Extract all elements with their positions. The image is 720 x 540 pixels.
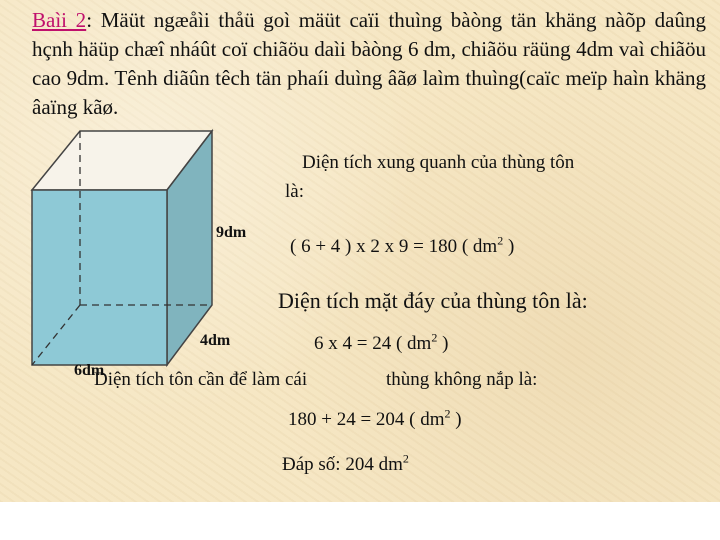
height-label: 9dm <box>216 224 247 241</box>
unit-exponent: 2 <box>402 451 409 466</box>
exercise-label: Baìi 2 <box>32 8 87 32</box>
close-paren: ) <box>450 409 462 430</box>
unit-exponent: 2 <box>497 233 504 248</box>
unit-exponent: 2 <box>431 330 438 345</box>
close-paren: ) <box>503 236 515 257</box>
lateral-heading-line2: là: <box>285 181 304 202</box>
base-calc-text: 6 x 4 = 24 ( dm <box>314 333 432 354</box>
box-front-face <box>32 190 167 365</box>
total-heading-b: thùng không nắp là: <box>386 369 538 390</box>
total-calculation <box>288 406 462 431</box>
width-label: 4dm <box>200 332 231 349</box>
unit-exponent: 2 <box>444 406 451 421</box>
length-label: 6dm <box>74 362 105 379</box>
base-calculation <box>314 330 449 355</box>
lateral-heading-line1: Diện tích xung quanh của thùng tôn <box>302 152 575 173</box>
base-heading: Diện tích mặt đáy của thùng tôn là: <box>278 288 588 313</box>
final-answer <box>282 451 409 476</box>
total-heading-a: Diện tích tôn cần để làm cái <box>94 369 308 390</box>
total-calc-text: 180 + 24 = 204 ( dm <box>288 409 445 430</box>
answer-text: Đáp số: 204 dm <box>282 454 403 475</box>
lateral-calculation <box>290 233 515 258</box>
problem-text: : Mäüt ngæåìi thåü goì mäüt caïi thuìng bàòng tän khäng nàõp daûng hçnh häüp chæî nháût coï chiãöu daìi bàòng 6 dm, chiãöu räüng 4dm vaì chiãöu cao 9dm. Tênh diãûn têch tän phaíi duìng âãø laìm thuìng(caïc meïp haìn khäng âaïng kãø. <box>32 8 706 119</box>
close-paren: ) <box>437 333 449 354</box>
lateral-calc-text: ( 6 + 4 ) x 2 x 9 = 180 ( dm <box>290 236 498 257</box>
